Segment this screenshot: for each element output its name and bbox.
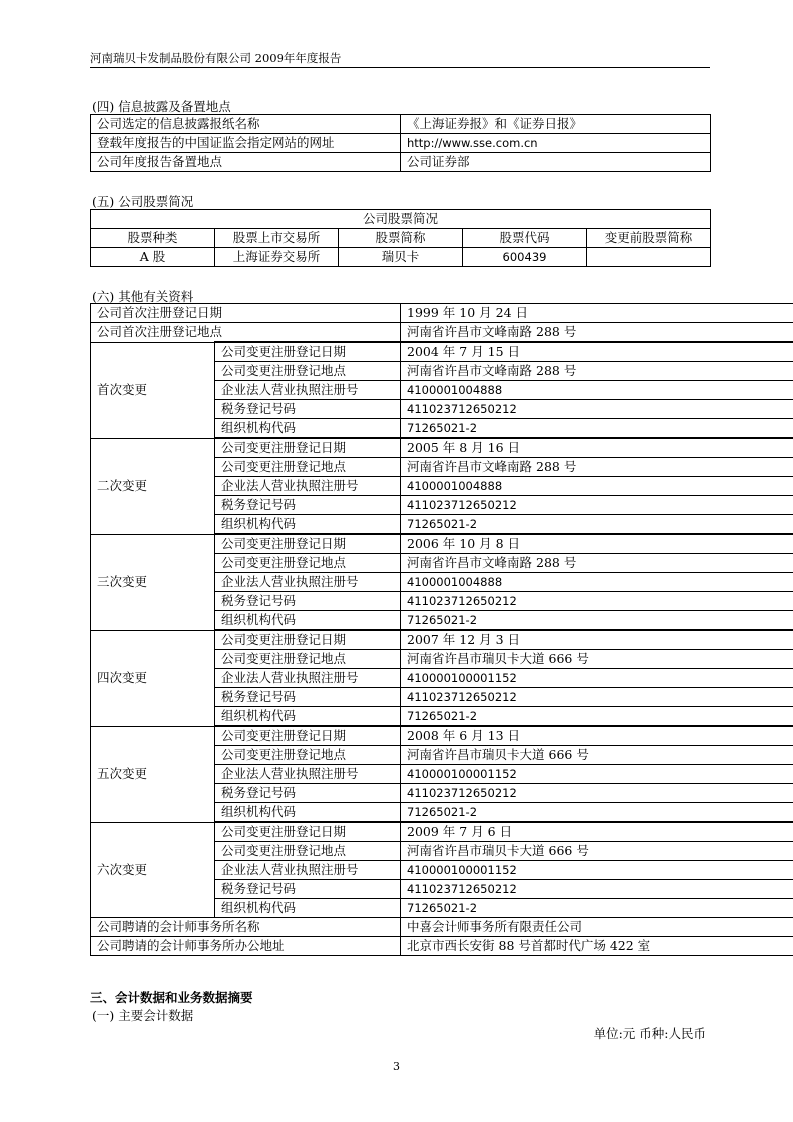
change-field-value: 河南省许昌市文峰南路 288 号 xyxy=(401,554,793,573)
change-field-label: 企业法人营业执照注册号 xyxy=(215,765,401,784)
change-field-label: 组织机构代码 xyxy=(215,707,401,727)
section3-subheading: (一) 主要会计数据 xyxy=(92,1008,194,1023)
change-field-value: 4100001004888 xyxy=(401,477,793,496)
change-field-label: 税务登记号码 xyxy=(215,688,401,707)
change-field-label: 税务登记号码 xyxy=(215,400,401,419)
change-group-label: 六次变更 xyxy=(91,822,215,918)
change-field-label: 税务登记号码 xyxy=(215,592,401,611)
section3-heading: 三、会计数据和业务数据摘要 xyxy=(90,990,253,1005)
column-header: 股票代码 xyxy=(463,229,587,248)
company-info-table xyxy=(90,303,793,956)
unit-currency-note: 单位:元 币种:人民币 xyxy=(593,1026,706,1041)
change-field-value: 411023712650212 xyxy=(401,496,793,515)
label-cell: 公司首次注册登记地点 xyxy=(91,323,401,343)
change-field-value: 4100001004888 xyxy=(401,381,793,400)
change-field-value: 71265021-2 xyxy=(401,899,793,918)
change-field-value: 2005 年 8 月 16 日 xyxy=(401,438,793,458)
change-field-value: 71265021-2 xyxy=(401,611,793,631)
change-group-label: 三次变更 xyxy=(91,534,215,630)
change-field-label: 公司变更注册登记地点 xyxy=(215,650,401,669)
table-row xyxy=(91,248,711,267)
change-field-label: 组织机构代码 xyxy=(215,803,401,823)
accountant-address: 北京市西长安街 88 号首都时代广场 422 室 xyxy=(401,937,793,956)
table-row xyxy=(91,304,793,323)
table-row xyxy=(91,630,793,650)
change-group-label: 五次变更 xyxy=(91,726,215,822)
change-field-value: 河南省许昌市瑞贝卡大道 666 号 xyxy=(401,842,793,861)
change-field-value: 411023712650212 xyxy=(401,592,793,611)
change-group-label: 首次变更 xyxy=(91,342,215,438)
value-cell: http://www.sse.com.cn xyxy=(401,134,711,153)
stock-exchange: 上海证券交易所 xyxy=(215,248,339,267)
first-registration-date: 1999 年 10 月 24 日 xyxy=(401,304,793,323)
table-row xyxy=(91,210,711,229)
value-cell: 《上海证券报》和《证券日报》 xyxy=(401,115,711,134)
change-field-value: 411023712650212 xyxy=(401,784,793,803)
change-field-value: 411023712650212 xyxy=(401,880,793,899)
change-field-value: 411023712650212 xyxy=(401,400,793,419)
change-field-label: 税务登记号码 xyxy=(215,784,401,803)
change-field-label: 企业法人营业执照注册号 xyxy=(215,477,401,496)
label-cell: 公司首次注册登记日期 xyxy=(91,304,401,323)
change-field-label: 税务登记号码 xyxy=(215,880,401,899)
table-row xyxy=(91,153,711,172)
change-field-value: 河南省许昌市文峰南路 288 号 xyxy=(401,362,793,381)
accountant-name: 中喜会计师事务所有限责任公司 xyxy=(401,918,793,937)
stock-table-title: 公司股票简况 xyxy=(91,210,711,229)
change-field-label: 组织机构代码 xyxy=(215,515,401,535)
page-header: 河南瑞贝卡发制品股份有限公司 2009年年度报告 xyxy=(90,51,342,65)
stock-code: 600439 xyxy=(463,248,587,267)
table-row xyxy=(91,438,793,458)
change-field-label: 公司变更注册登记地点 xyxy=(215,554,401,573)
label-cell: 公司聘请的会计师事务所办公地址 xyxy=(91,937,401,956)
change-field-value: 2004 年 7 月 15 日 xyxy=(401,342,793,362)
change-field-label: 公司变更注册登记日期 xyxy=(215,630,401,650)
change-field-label: 公司变更注册登记日期 xyxy=(215,822,401,842)
change-field-value: 4100001004888 xyxy=(401,573,793,592)
change-field-value: 411023712650212 xyxy=(401,688,793,707)
column-header: 股票上市交易所 xyxy=(215,229,339,248)
column-header: 股票简称 xyxy=(339,229,463,248)
change-field-label: 公司变更注册登记日期 xyxy=(215,726,401,746)
stock-table xyxy=(90,209,711,267)
table-row xyxy=(91,323,793,343)
change-field-label: 公司变更注册登记日期 xyxy=(215,342,401,362)
header-rule xyxy=(90,67,710,68)
label-cell: 登载年度报告的中国证监会指定网站的网址 xyxy=(91,134,401,153)
table-row xyxy=(91,918,793,937)
label-cell: 公司选定的信息披露报纸名称 xyxy=(91,115,401,134)
section5-heading: (五) 公司股票简况 xyxy=(92,194,194,209)
table-row xyxy=(91,115,711,134)
section6-heading: (六) 其他有关资料 xyxy=(92,289,194,304)
change-field-value: 2007 年 12 月 3 日 xyxy=(401,630,793,650)
change-field-value: 71265021-2 xyxy=(401,803,793,823)
value-cell: 公司证券部 xyxy=(401,153,711,172)
change-field-value: 河南省许昌市瑞贝卡大道 666 号 xyxy=(401,650,793,669)
change-field-value: 71265021-2 xyxy=(401,707,793,727)
change-field-label: 公司变更注册登记地点 xyxy=(215,842,401,861)
change-field-value: 410000100001152 xyxy=(401,669,793,688)
change-field-label: 公司变更注册登记地点 xyxy=(215,746,401,765)
column-header: 变更前股票简称 xyxy=(587,229,711,248)
change-field-label: 公司变更注册登记日期 xyxy=(215,534,401,554)
label-cell: 公司聘请的会计师事务所名称 xyxy=(91,918,401,937)
change-field-label: 组织机构代码 xyxy=(215,419,401,439)
change-field-label: 公司变更注册登记地点 xyxy=(215,458,401,477)
change-field-value: 410000100001152 xyxy=(401,765,793,784)
page-number: 3 xyxy=(393,1060,400,1073)
table-row xyxy=(91,534,793,554)
stock-short-name: 瑞贝卡 xyxy=(339,248,463,267)
change-field-label: 税务登记号码 xyxy=(215,496,401,515)
label-cell: 公司年度报告备置地点 xyxy=(91,153,401,172)
change-field-label: 企业法人营业执照注册号 xyxy=(215,573,401,592)
change-field-label: 组织机构代码 xyxy=(215,611,401,631)
table-row xyxy=(91,342,793,362)
change-group-label: 四次变更 xyxy=(91,630,215,726)
change-field-value: 2009 年 7 月 6 日 xyxy=(401,822,793,842)
change-field-value: 河南省许昌市瑞贝卡大道 666 号 xyxy=(401,746,793,765)
change-field-value: 71265021-2 xyxy=(401,419,793,439)
section4-heading: (四) 信息披露及备置地点 xyxy=(92,99,231,114)
table-row xyxy=(91,134,711,153)
change-field-value: 河南省许昌市文峰南路 288 号 xyxy=(401,458,793,477)
change-field-label: 公司变更注册登记日期 xyxy=(215,438,401,458)
change-field-label: 公司变更注册登记地点 xyxy=(215,362,401,381)
change-field-label: 企业法人营业执照注册号 xyxy=(215,381,401,400)
table-row xyxy=(91,822,793,842)
table-row xyxy=(91,229,711,248)
table-row xyxy=(91,726,793,746)
previous-short-name xyxy=(587,248,711,267)
change-field-value: 71265021-2 xyxy=(401,515,793,535)
change-field-label: 企业法人营业执照注册号 xyxy=(215,669,401,688)
change-field-value: 410000100001152 xyxy=(401,861,793,880)
disclosure-table xyxy=(90,114,711,172)
change-field-value: 2008 年 6 月 13 日 xyxy=(401,726,793,746)
change-group-label: 二次变更 xyxy=(91,438,215,534)
change-field-value: 2006 年 10 月 8 日 xyxy=(401,534,793,554)
column-header: 股票种类 xyxy=(91,229,215,248)
stock-type: A 股 xyxy=(91,248,215,267)
table-row xyxy=(91,937,793,956)
first-registration-place: 河南省许昌市文峰南路 288 号 xyxy=(401,323,793,343)
change-field-label: 企业法人营业执照注册号 xyxy=(215,861,401,880)
change-field-label: 组织机构代码 xyxy=(215,899,401,918)
